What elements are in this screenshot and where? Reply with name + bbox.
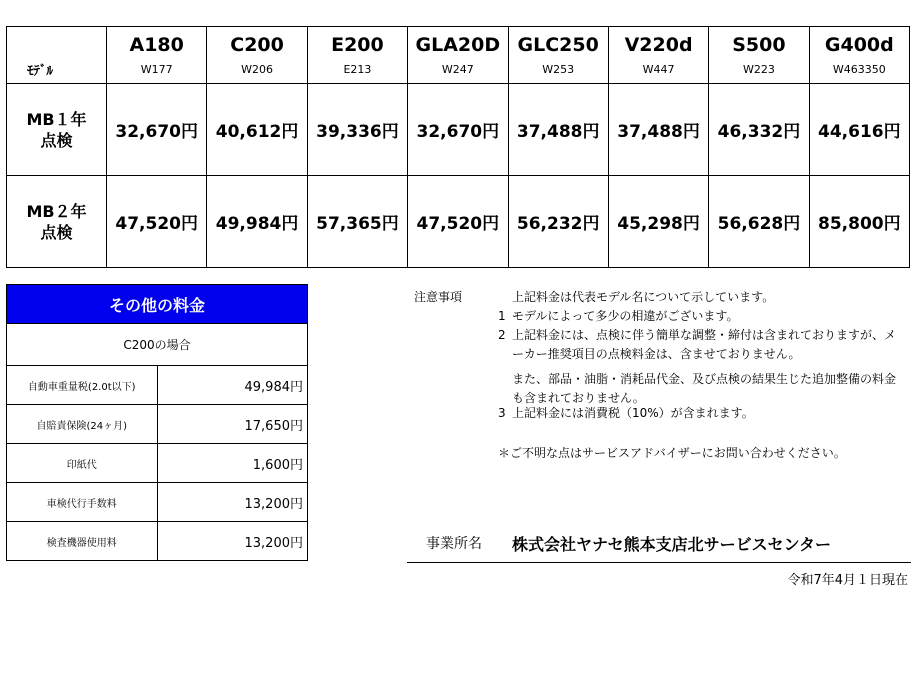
row-label-line: 点検 — [40, 222, 73, 242]
fee-value: 49,984円 — [157, 366, 308, 405]
other-fees-subtitle: C200の場合 — [7, 324, 308, 366]
notes-heading: 注意事項 — [414, 290, 463, 304]
note-line: また、部品・油脂・消耗品代金、及び点検の結果生じた追加整備の料金も含まれておりません。 — [512, 372, 897, 405]
price-cell: 47,520円 — [408, 176, 508, 268]
price-cell: 32,670円 — [107, 84, 207, 176]
other-fees-table — [6, 284, 308, 561]
price-cell: 56,628円 — [709, 176, 809, 268]
price-cell: 32,670円 — [408, 84, 508, 176]
price-cell: 37,488円 — [508, 84, 608, 176]
model-code: W223 — [743, 63, 775, 76]
price-cell: 49,984円 — [207, 176, 307, 268]
price-cell: 56,232円 — [508, 176, 608, 268]
price-cell: 40,612円 — [207, 84, 307, 176]
row-label-line: MB２年 — [26, 201, 87, 221]
price-cell: 47,520円 — [107, 176, 207, 268]
model-code: E213 — [343, 63, 372, 76]
price-cell: 46,332円 — [709, 84, 809, 176]
model-header-cell — [107, 27, 207, 84]
note-number: 3 — [498, 406, 506, 420]
note-text: 上記料金には消費税（10%）が含まれます。 — [512, 406, 754, 420]
price-cell: 39,336円 — [307, 84, 407, 176]
fee-label: 車検代行手数料 — [7, 483, 158, 522]
fee-row — [7, 366, 308, 405]
note-number: 2 — [498, 328, 506, 342]
row-label-line: 点検 — [40, 130, 73, 150]
office-label: 事業所名 — [426, 536, 482, 552]
note-line: モデルによって多少の相違がございます。 — [512, 309, 739, 323]
note-text — [512, 326, 902, 408]
note-item — [498, 326, 908, 408]
model-header-cell — [307, 27, 407, 84]
fee-value: 17,650円 — [157, 405, 308, 444]
model-code: W206 — [241, 63, 273, 76]
model-name: S500 — [732, 34, 786, 56]
model-code: W253 — [542, 63, 575, 76]
table-row-2year — [7, 176, 910, 268]
model-code: W247 — [441, 63, 474, 76]
fee-value: 13,200円 — [157, 522, 308, 561]
model-header-cell — [608, 27, 708, 84]
fee-label: 検査機器使用料 — [7, 522, 158, 561]
model-name: A180 — [129, 34, 184, 56]
model-header-cell — [709, 27, 809, 84]
price-table — [6, 26, 910, 268]
model-header-cell — [207, 27, 307, 84]
office-name: 株式会社ヤナセ熊本支店北サービスセンター — [512, 535, 832, 554]
row-label-line: MB１年 — [26, 109, 87, 129]
model-name: V220d — [624, 34, 693, 56]
model-header-cell — [508, 27, 608, 84]
price-cell: 44,616円 — [809, 84, 909, 176]
model-name: C200 — [230, 34, 284, 56]
fee-value: 13,200円 — [157, 483, 308, 522]
price-cell: 37,488円 — [608, 84, 708, 176]
fee-row — [7, 522, 308, 561]
model-header-cell — [809, 27, 909, 84]
fee-value: 1,600円 — [157, 444, 308, 483]
model-header-cell — [408, 27, 508, 84]
other-fees-title: その他の料金 — [7, 285, 308, 324]
note-extra: ＊ご不明な点はサービスアドバイザーにお問い合わせください。 — [498, 446, 846, 460]
model-code: W177 — [140, 63, 173, 76]
model-code: W463350 — [832, 63, 886, 76]
model-label: ﾓﾃﾞﾙ — [27, 64, 53, 79]
price-cell: 85,800円 — [809, 176, 909, 268]
note-item — [498, 288, 774, 326]
note-line: 上記料金は代表モデル名について示しています。 — [512, 290, 775, 304]
fee-label: 自動車重量税(2.0t以下) — [7, 366, 158, 405]
fee-row — [7, 444, 308, 483]
model-code: W447 — [642, 63, 675, 76]
note-text — [512, 288, 774, 326]
note-line: 上記料金には、点検に伴う簡単な調整・締付は含まれておりますが、メーカー推奨項目の点検料金は、含ませておりません。 — [512, 328, 897, 361]
model-header-row — [7, 27, 910, 84]
divider — [407, 562, 911, 563]
model-name: GLA20D — [415, 34, 501, 56]
price-cell: 45,298円 — [608, 176, 708, 268]
note-number: 1 — [498, 309, 506, 323]
model-name: G400d — [824, 34, 894, 56]
row-label — [7, 176, 107, 268]
model-name: E200 — [331, 34, 384, 56]
model-corner-cell — [7, 27, 107, 84]
model-name: GLC250 — [517, 34, 599, 56]
fee-label: 印紙代 — [7, 444, 158, 483]
fee-row — [7, 483, 308, 522]
table-row-1year — [7, 84, 910, 176]
fee-row — [7, 405, 308, 444]
row-label — [7, 84, 107, 176]
price-cell: 57,365円 — [307, 176, 407, 268]
as-of-date: 令和7年4月１日現在 — [787, 573, 908, 588]
note-item — [498, 404, 754, 423]
fee-label: 自賠責保険(24ヶ月) — [7, 405, 158, 444]
